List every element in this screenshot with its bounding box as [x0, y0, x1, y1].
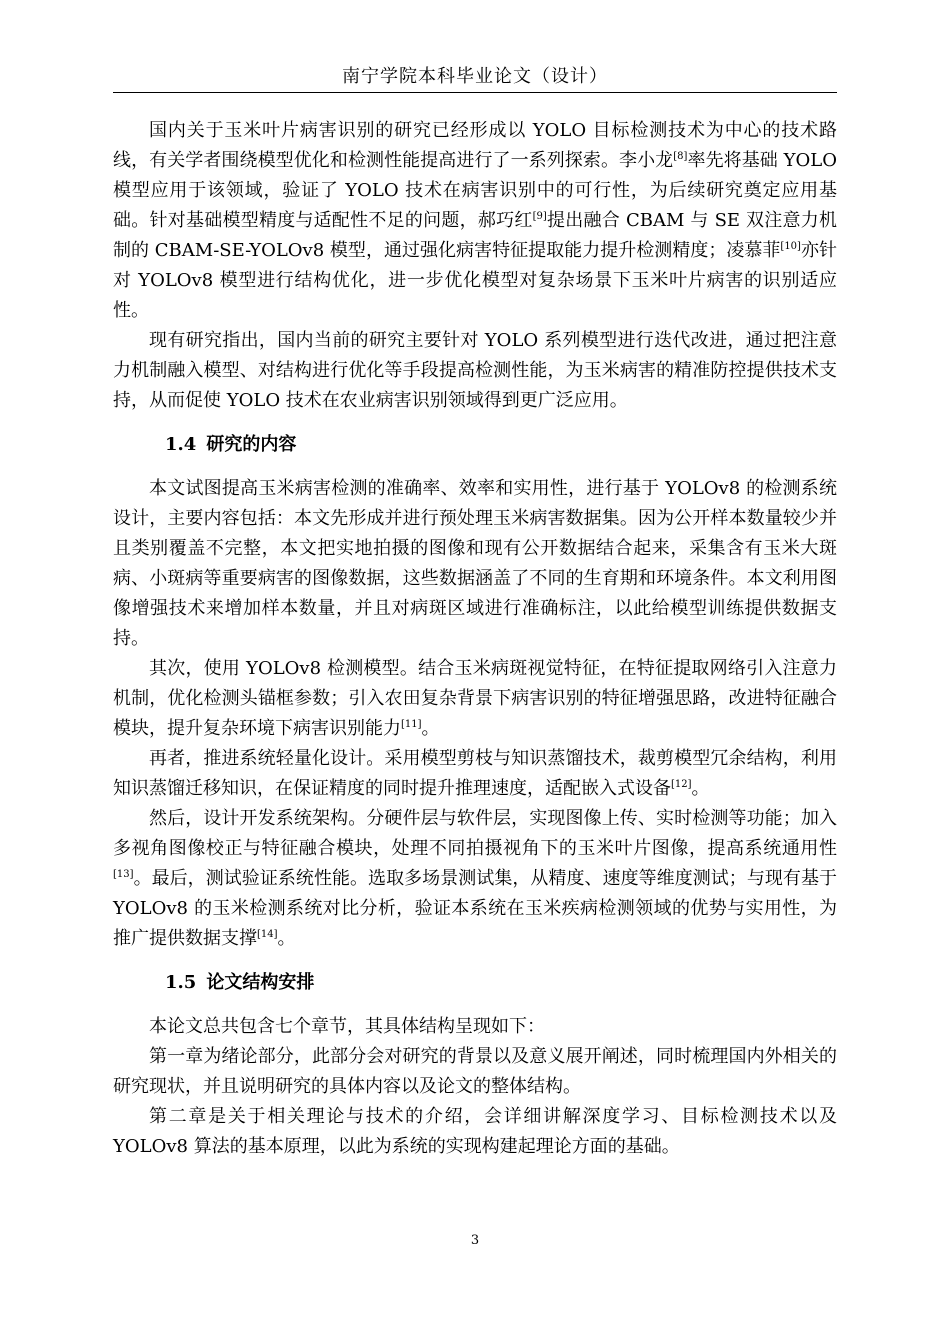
citation-ref: [10]: [780, 241, 801, 252]
header-divider: [113, 92, 837, 93]
text-run: 第一章为绪论部分，此部分会对研究的背景以及意义展开阐述，同时梳理国内外相关的研究现状，并且说明研究的具体内容以及论文的整体结构。: [113, 1046, 837, 1097]
text-run: 现有研究指出，国内当前的研究主要针对 YOLO 系列模型进行迭代改进，通过把注意力机制融入模型、对结构进行优化等手段提高检测性能，为玉米病害的精准防控提供技术支持，从而促使 YOLO 技术在农业病害识别领域得到更广泛应用。: [113, 330, 837, 411]
body-paragraph: [113, 474, 837, 654]
text-run: 亦针对 YOLOv8 模型进行结构优化，进一步优化模型对复杂场景下玉米叶片病害的识别适应性。: [113, 240, 837, 321]
page-body: [113, 116, 837, 1162]
text-run: 。: [421, 718, 440, 739]
text-run: 。最后，测试验证系统性能。选取多场景测试集，从精度、速度等维度测试；与现有基于 YOLOv8 的玉米检测系统对比分析，验证本系统在玉米疾病检测领域的优势与实用性，为推广提供数据支撑: [113, 868, 837, 949]
body-paragraph: [113, 326, 837, 416]
text-run: 率先将基础 YOLO 模型应用于该领域，验证了 YOLO 技术在病害识别中的可行性，为后续研究奠定应用基础。针对基础模型精度与适配性不足的问题，郝巧红: [113, 150, 837, 231]
citation-ref: [13]: [113, 869, 134, 880]
section-number: 1.4: [165, 434, 197, 455]
section-heading-1-5: [113, 968, 837, 998]
text-run: 国内关于玉米叶片病害识别的研究已经形成以 YOLO 目标检测技术为中心的技术路线，有关学者围绕模型优化和检测性能提高进行了一系列探索。李小龙: [113, 120, 837, 171]
section-number: 1.5: [165, 972, 197, 993]
text-run: 本文试图提高玉米病害检测的准确率、效率和实用性，进行基于 YOLOv8 的检测系统设计，主要内容包括：本文先形成并进行预处理玉米病害数据集。因为公开样本数量较少并且类别覆盖不完整，本文把实地拍摄的图像和现有公开数据结合起来，采集含有玉米大斑病、小斑病等重要病害的图像数据，这些数据涵盖了不同的生育期和环境条件。本文利用图像增强技术来增加样本数量，并且对病斑区域进行准确标注，以此给模型训练提供数据支持。: [113, 478, 837, 649]
running-header: 南宁学院本科毕业论文（设计）: [342, 66, 608, 87]
page-number: 3: [470, 1233, 480, 1248]
text-run: 。: [277, 928, 296, 949]
body-paragraph: [113, 116, 837, 326]
body-paragraph: [113, 1012, 837, 1042]
paragraph-group-structure: [113, 1012, 837, 1162]
body-paragraph: [113, 744, 837, 804]
section-heading-1-4: [113, 430, 837, 460]
paragraph-group-research-content: [113, 474, 837, 954]
text-run: 第二章是关于相关理论与技术的介绍，会详细讲解深度学习、目标检测技术以及 YOLOv8 算法的基本原理，以此为系统的实现构建起理论方面的基础。: [113, 1106, 837, 1157]
text-run: 。: [691, 778, 710, 799]
text-run: 提出融合 CBAM 与 SE 双注意力机制的 CBAM-SE-YOLOv8 模型，通过强化病害特征提取能力提升检测精度；凌慕菲: [113, 210, 838, 261]
section-title: 论文结构安排: [206, 972, 315, 993]
text-run: 其次，使用 YOLOv8 检测模型。结合玉米病斑视觉特征，在特征提取网络引入注意力机制，优化检测头锚框参数；引入农田复杂背景下病害识别的特征增强思路，改进特征融合模块，提升复杂环境下病害识别能力: [113, 658, 837, 739]
section-title: 研究的内容: [206, 434, 297, 455]
citation-ref: [14]: [257, 929, 278, 940]
body-paragraph: [113, 1102, 837, 1162]
citation-ref: [11]: [401, 719, 422, 730]
body-paragraph: [113, 804, 837, 954]
citation-ref: [9]: [532, 211, 547, 222]
text-run: 再者，推进系统轻量化设计。采用模型剪枝与知识蒸馏技术，裁剪模型冗余结构，利用知识蒸馏迁移知识，在保证精度的同时提升推理速度，适配嵌入式设备: [113, 748, 837, 799]
body-paragraph: [113, 1042, 837, 1102]
body-paragraph: [113, 654, 837, 744]
citation-ref: [12]: [671, 779, 692, 790]
text-run: 然后，设计开发系统架构。分硬件层与软件层，实现图像上传、实时检测等功能；加入多视角图像校正与特征融合模块，处理不同拍摄视角下的玉米叶片图像，提高系统通用性: [113, 808, 837, 859]
text-run: 本论文总共包含七个章节，其具体结构呈现如下：: [149, 1016, 545, 1037]
citation-ref: [8]: [673, 151, 688, 162]
paragraph-group-background: [113, 116, 837, 416]
